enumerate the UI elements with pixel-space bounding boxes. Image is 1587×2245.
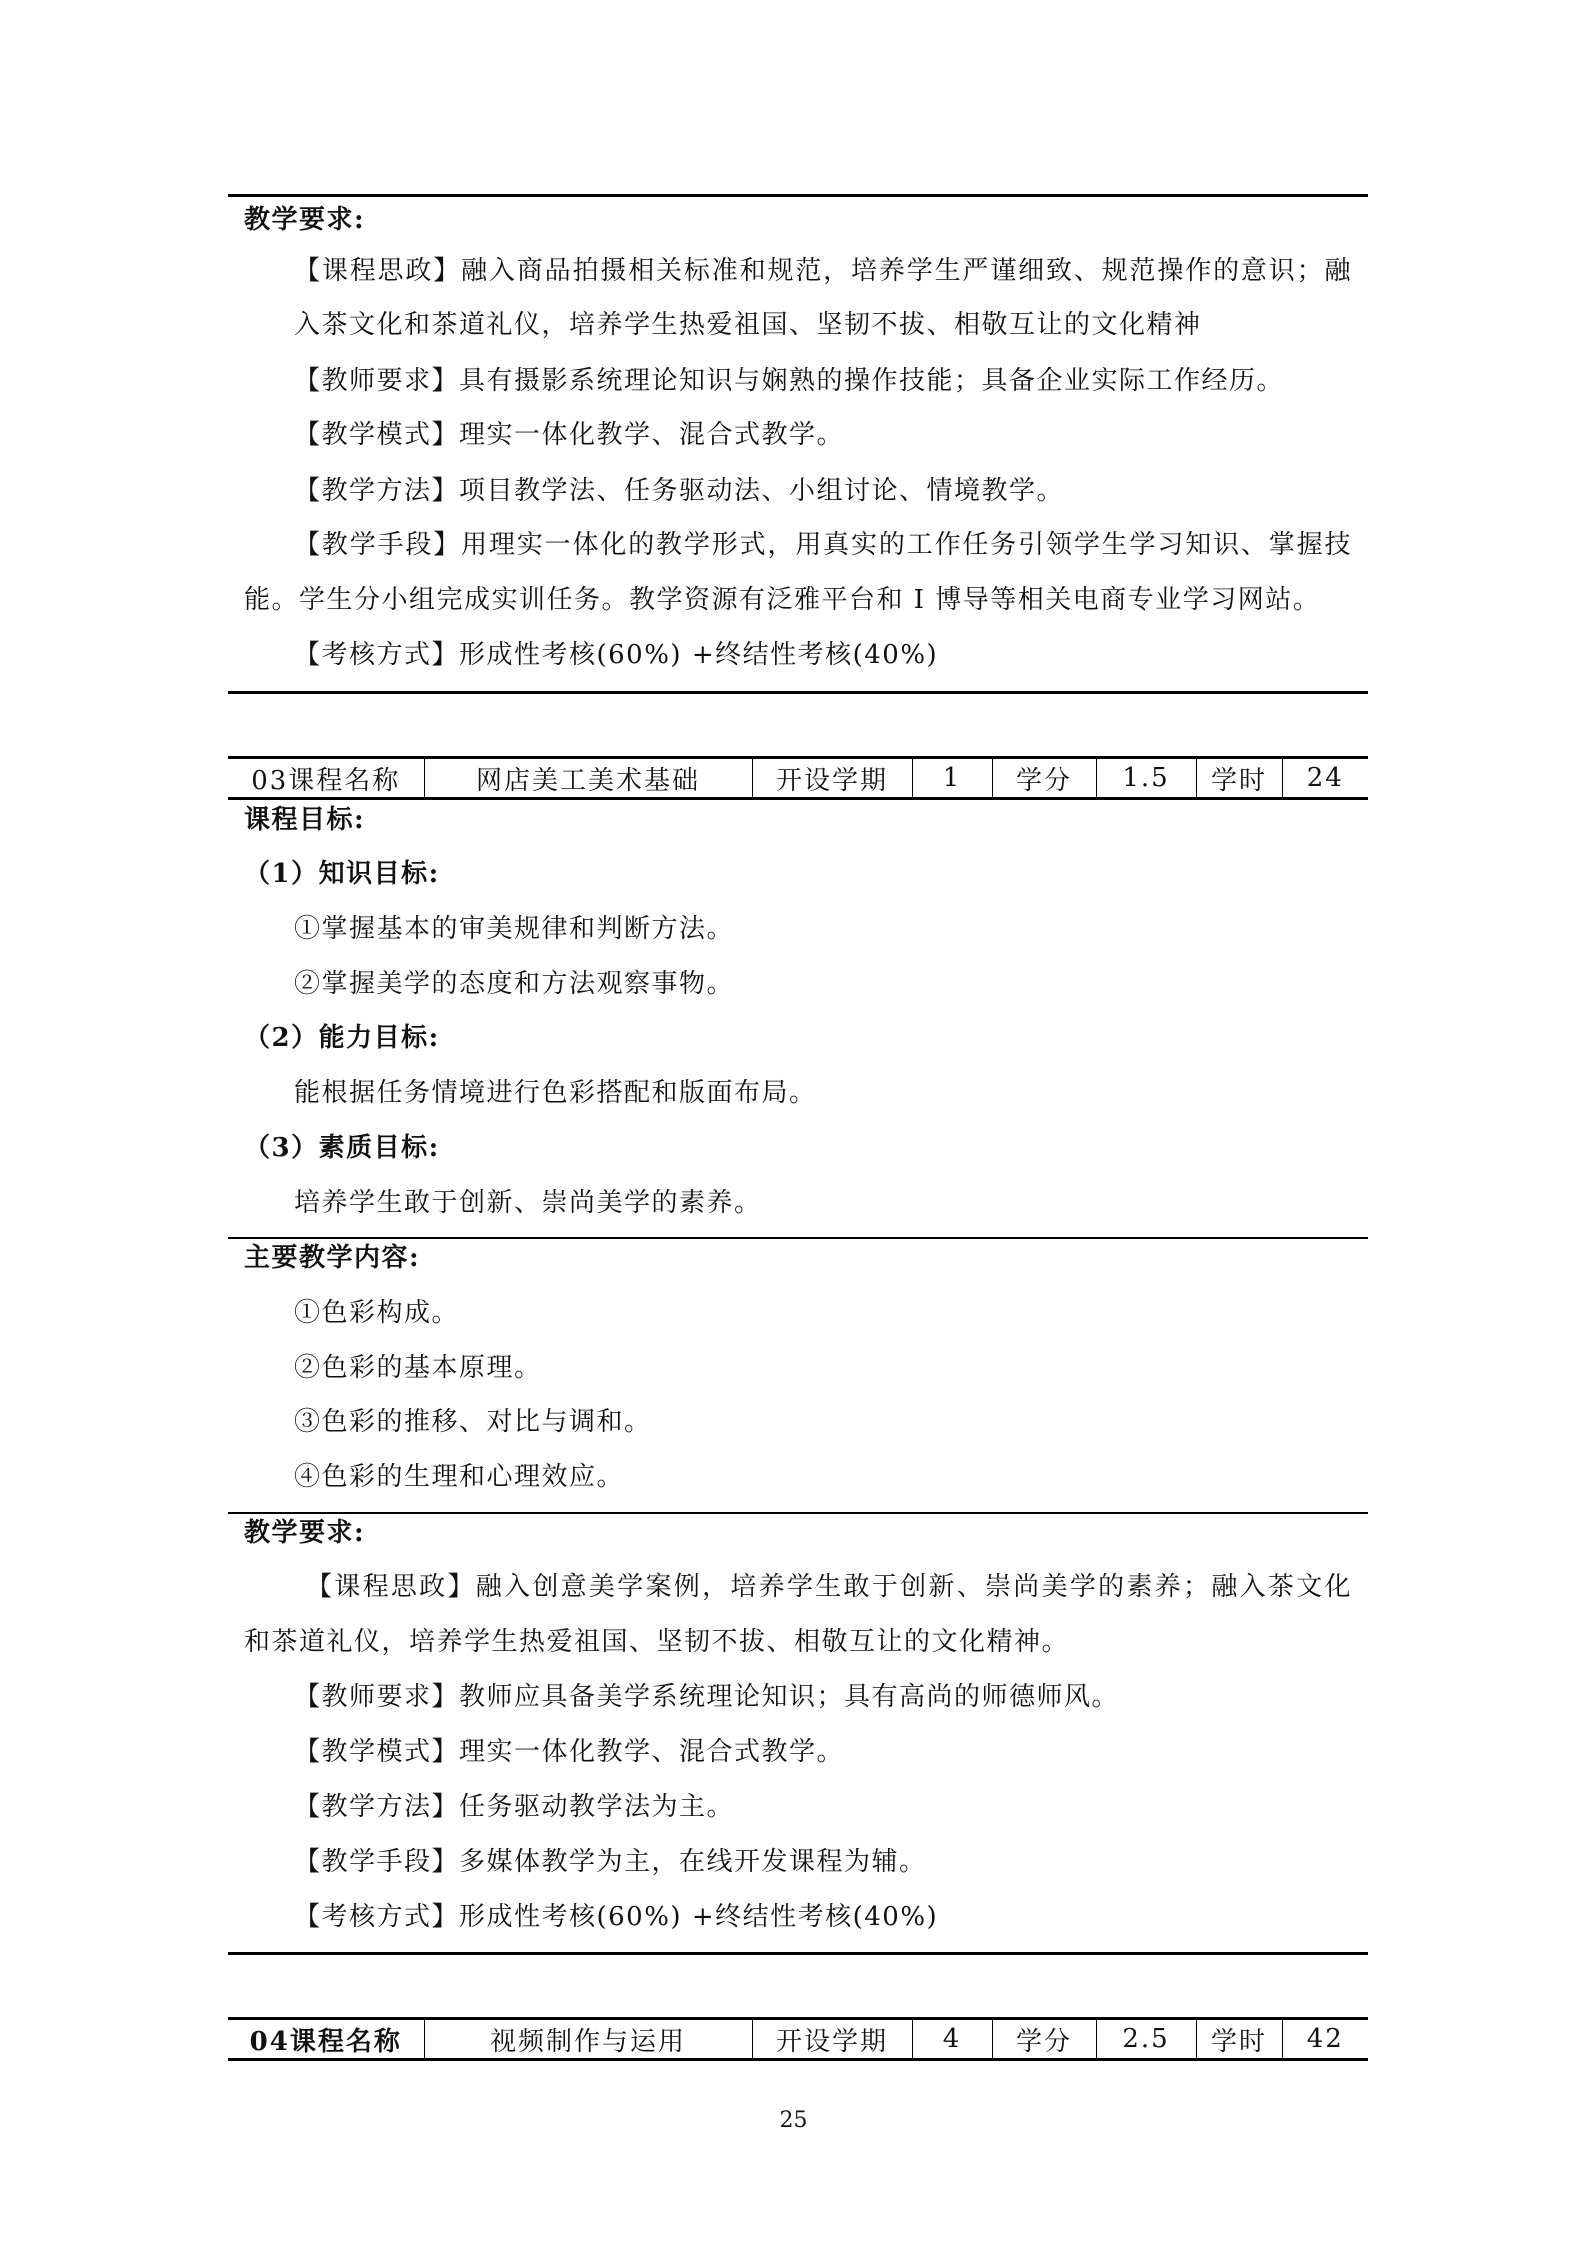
teaching-requirements-heading: 教学要求: — [244, 205, 366, 235]
knowledge-goals-heading: （1）知识目标: — [244, 859, 440, 889]
course-name: 视频制作与运用 — [424, 2019, 752, 2060]
page-number: 25 — [779, 2108, 808, 2133]
content-item: ④色彩的生理和心理效应。 — [294, 1462, 625, 1492]
course-04-header-table — [228, 2017, 1368, 2061]
credit-label: 学分 — [992, 2019, 1096, 2060]
course-03-header-table — [228, 756, 1368, 800]
ideology-line-2: 入茶文化和茶道礼仪，培养学生热爱祖国、坚韧不拔、相敬互让的文化精神 — [294, 310, 1202, 340]
content-item: ③色彩的推移、对比与调和。 — [294, 1407, 652, 1437]
section-bottom-rule — [228, 691, 1368, 694]
teaching-means: 【教学手段】多媒体教学为主，在线开发课程为辅。 — [294, 1847, 927, 1877]
course-number-name-label: 04课程名称 — [228, 2019, 424, 2060]
semester-label: 开设学期 — [752, 758, 912, 799]
teacher-requirement: 【教师要求】教师应具备美学系统理论知识；具有高尚的师德师风。 — [294, 1682, 1120, 1712]
semester-value: 1 — [912, 758, 992, 799]
course-number-name-label: 03课程名称 — [228, 758, 424, 799]
hours-value: 42 — [1282, 2019, 1368, 2060]
ideology-line-1: 【课程思政】融入创意美学案例，培养学生敢于创新、崇尚美学的素养；融入茶文化 — [306, 1572, 1352, 1602]
content-item: ①色彩构成。 — [294, 1298, 460, 1328]
credit-label: 学分 — [992, 758, 1096, 799]
section-top-rule — [228, 194, 1368, 197]
hours-value: 24 — [1282, 758, 1368, 799]
course-goals-heading: 课程目标: — [244, 805, 366, 835]
ideology-line-2: 和茶道礼仪，培养学生热爱祖国、坚韧不拔、相敬互让的文化精神。 — [244, 1627, 1070, 1657]
teaching-method: 【教学方法】项目教学法、任务驱动法、小组讨论、情境教学。 — [294, 476, 1065, 506]
teaching-requirements-heading: 教学要求: — [244, 1518, 366, 1548]
ability-goals-heading: （2）能力目标: — [244, 1023, 440, 1053]
content-item: ②色彩的基本原理。 — [294, 1353, 542, 1383]
knowledge-goal-item: ②掌握美学的态度和方法观察事物。 — [294, 969, 735, 999]
semester-value: 4 — [912, 2019, 992, 2060]
teaching-means-line-2: 能。学生分小组完成实训任务。教学资源有泛雅平台和 I 博导等相关电商专业学习网站。 — [244, 585, 1321, 615]
semester-label: 开设学期 — [752, 2019, 912, 2060]
teaching-mode: 【教学模式】理实一体化教学、混合式教学。 — [294, 1737, 845, 1767]
teaching-mode: 【教学模式】理实一体化教学、混合式教学。 — [294, 420, 845, 450]
teaching-method: 【教学方法】任务驱动教学法为主。 — [294, 1792, 735, 1822]
divider-rule — [228, 1237, 1368, 1239]
teaching-means-line-1: 【教学手段】用理实一体化的教学形式，用真实的工作任务引领学生学习知识、掌握技 — [294, 530, 1352, 560]
divider-rule — [228, 1512, 1368, 1514]
assessment-method: 【考核方式】形成性考核(60%) +终结性考核(40%) — [294, 640, 939, 670]
quality-goals-heading: （3）素质目标: — [244, 1133, 440, 1163]
ability-goal-item: 能根据任务情境进行色彩搭配和版面布局。 — [294, 1078, 817, 1108]
quality-goal-item: 培养学生敢于创新、崇尚美学的素养。 — [294, 1188, 762, 1218]
teacher-requirement: 【教师要求】具有摄影系统理论知识与娴熟的操作技能；具备企业实际工作经历。 — [294, 366, 1285, 396]
main-content-heading: 主要教学内容: — [244, 1243, 421, 1273]
ideology-line-1: 【课程思政】融入商品拍摄相关标准和规范，培养学生严谨细致、规范操作的意识；融 — [294, 256, 1352, 286]
assessment-method: 【考核方式】形成性考核(60%) +终结性考核(40%) — [294, 1902, 939, 1932]
knowledge-goal-item: ①掌握基本的审美规律和判断方法。 — [294, 914, 735, 944]
hours-label: 学时 — [1196, 758, 1282, 799]
section-bottom-rule — [228, 1952, 1368, 1955]
course-name: 网店美工美术基础 — [424, 758, 752, 799]
credit-value: 1.5 — [1096, 758, 1196, 799]
hours-label: 学时 — [1196, 2019, 1282, 2060]
credit-value: 2.5 — [1096, 2019, 1196, 2060]
